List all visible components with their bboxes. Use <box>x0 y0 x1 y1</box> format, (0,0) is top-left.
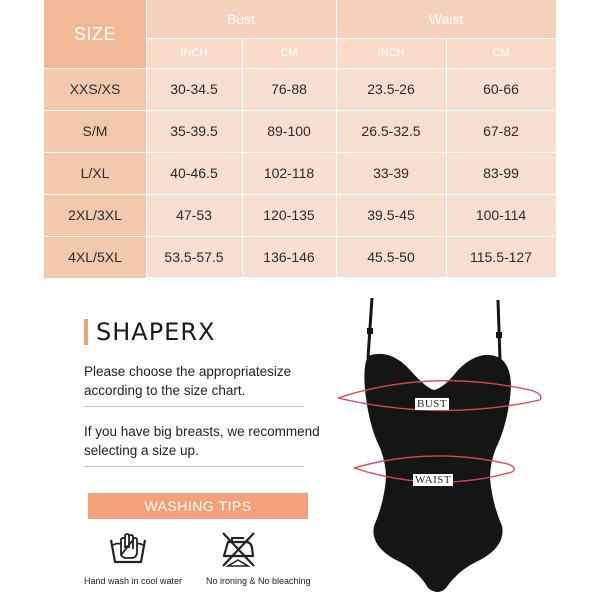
bust-inch-cell: 47-53 <box>176 207 212 223</box>
washing-tips-banner: WASHING TIPS <box>88 493 308 519</box>
waist-inch-header: INCH <box>336 38 446 68</box>
table-row <box>44 68 556 110</box>
waist-inch-cell: 39.5-45 <box>367 207 415 223</box>
measurement-lines <box>330 370 600 510</box>
waist-inch-cell: 45.5-50 <box>367 249 415 265</box>
brand-name: SHAPERX <box>96 318 216 346</box>
waist-inch-cell: 33-39 <box>373 165 409 181</box>
hand-wash-label: Hand wash in cool water <box>84 576 183 586</box>
waist-label: WAIST <box>415 474 452 486</box>
table-row <box>44 152 556 194</box>
bust-inch-cell: 30-34.5 <box>170 81 218 97</box>
divider <box>84 406 304 407</box>
bust-inch-cell: 40-46.5 <box>170 165 218 181</box>
table-divider <box>446 38 447 277</box>
bust-label: BUST <box>417 398 448 410</box>
size-cell: 2XL/3XL <box>68 207 122 223</box>
waist-cm-cell: 100-114 <box>475 207 527 223</box>
waist-cm-cell: 115.5-127 <box>469 249 532 265</box>
bust-inch-cell: 35-39.5 <box>170 123 218 139</box>
brand-logo <box>84 318 215 346</box>
table-divider <box>44 68 556 69</box>
bust-inch-cell: 53.5-57.5 <box>164 249 224 265</box>
waist-cm-cell: 83-99 <box>483 165 519 181</box>
table-divider <box>146 38 556 39</box>
waist-cm-header: CM <box>446 38 556 68</box>
divider <box>84 466 304 467</box>
bust-cm-cell: 102-118 <box>263 165 315 181</box>
size-cell: L/XL <box>80 165 110 181</box>
brand-accent-bar <box>84 319 88 345</box>
table-row <box>44 236 556 278</box>
table-divider <box>44 236 556 237</box>
hand-wash-icon <box>108 528 148 568</box>
no-ironing-label: No ironing & No bleaching <box>206 576 311 586</box>
bust-cm-header: CM <box>242 38 336 68</box>
table-row <box>44 110 556 152</box>
bust-cm-cell: 136-146 <box>263 249 315 265</box>
bust-cm-cell: 89-100 <box>267 123 311 139</box>
waist-inch-cell: 26.5-32.5 <box>361 123 421 139</box>
waist-inch-cell: 23.5-26 <box>367 81 415 97</box>
table-divider <box>44 194 556 195</box>
no-ironing-icon <box>218 528 258 568</box>
waist-cm-cell: 67-82 <box>483 123 519 139</box>
size-choice-note: Please choose the appropriatesize according to the size chart. <box>84 364 292 398</box>
table-divider <box>44 110 556 111</box>
size-cell: 4XL/5XL <box>68 249 122 265</box>
bust-cm-cell: 76-88 <box>271 81 307 97</box>
table-divider <box>242 38 243 277</box>
table-row <box>44 194 556 236</box>
bust-inch-header: INCH <box>146 38 242 68</box>
size-cell: S/M <box>82 123 108 139</box>
big-breasts-note: If you have big breasts, we recommend selecting a size up. <box>84 424 320 458</box>
table-divider <box>44 152 556 153</box>
size-chart-table <box>44 0 556 277</box>
bust-group-header: Bust <box>146 0 336 38</box>
size-cell: XXS/XS <box>69 81 121 97</box>
size-column-header: SIZE <box>44 0 146 68</box>
bust-cm-cell: 120-135 <box>263 207 315 223</box>
waist-group-header: Waist <box>336 0 556 38</box>
waist-cm-cell: 60-66 <box>483 81 519 97</box>
